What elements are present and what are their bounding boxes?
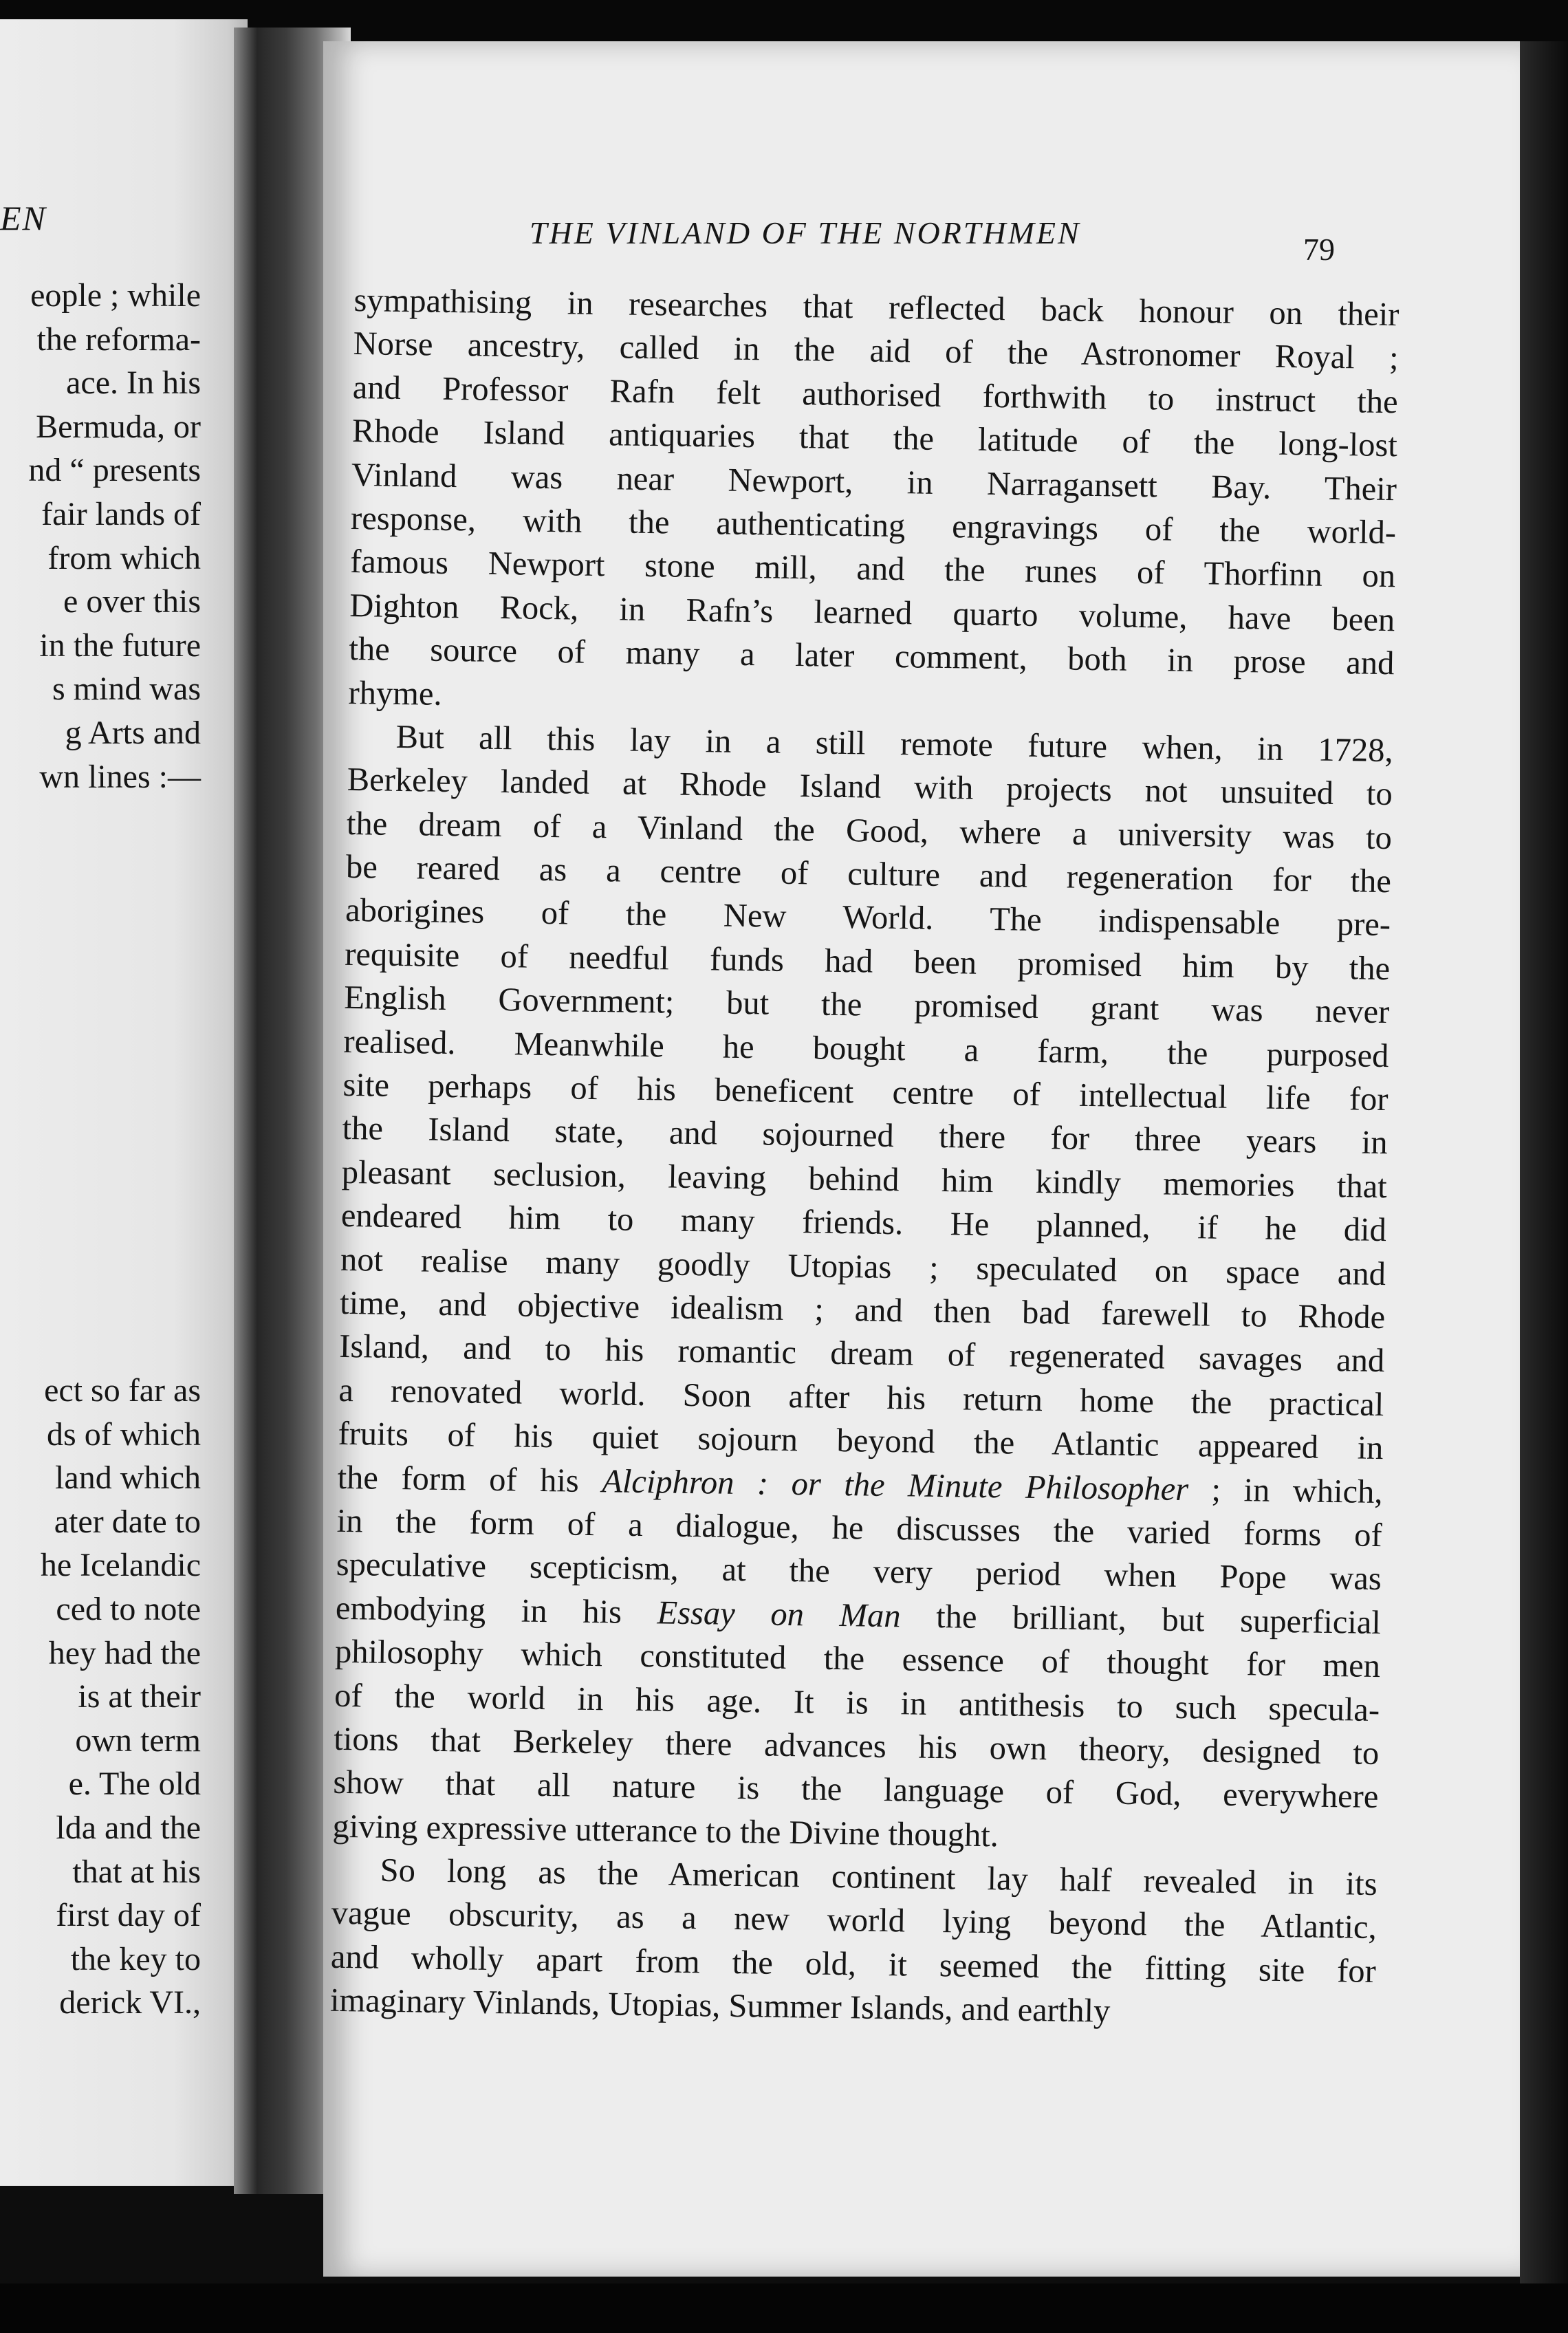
text-line: site perhaps of his beneficent centre of intellectual life for bbox=[342, 1066, 1389, 1118]
left-text-line: hey had the bbox=[48, 1634, 201, 1671]
right-page bbox=[323, 41, 1520, 2277]
text-line: and Professor Rafn felt authorised forthwith to instruct the bbox=[352, 369, 1399, 420]
left-text-line: eople ; while bbox=[30, 277, 201, 314]
left-text-line: nd “ presents bbox=[28, 452, 201, 489]
book-title-italic: Alciphron : or the Minute Philosopher bbox=[601, 1462, 1189, 1508]
text-line: not realise many goodly Utopias ; speculated on space and bbox=[340, 1241, 1386, 1292]
left-text-line: e. The old bbox=[68, 1766, 201, 1803]
text-line: Rhode Island antiquaries that the latitude of the long-lost bbox=[351, 413, 1398, 464]
text-line-tail: the brilliant, but superficial bbox=[900, 1598, 1382, 1641]
left-page-fragment bbox=[0, 19, 248, 2186]
text-line: famous Newport stone mill, and the runes of Thorfinn on bbox=[349, 543, 1396, 595]
text-line: Dighton Rock, in Rafn’s learned quarto volume, have been bbox=[349, 587, 1395, 638]
text-line: But all this lay in a still remote future when, in 1728, bbox=[395, 718, 1393, 770]
left-text-line: land which bbox=[55, 1460, 201, 1497]
text-line: of the world in his age. It is in antithesis to such specula- bbox=[334, 1677, 1380, 1728]
left-text-line: in the future bbox=[39, 627, 201, 664]
text-line: Island, and to his romantic dream of regenerated savages and bbox=[338, 1328, 1385, 1380]
text-line: fruits of his quiet sojourn beyond the Atlantic appeared in bbox=[338, 1415, 1384, 1467]
text-line-tail: ; in which, bbox=[1188, 1471, 1383, 1510]
text-line-lead: the form of his bbox=[337, 1459, 602, 1499]
text-line: philosophy which constituted the essence of thought for men bbox=[334, 1633, 1381, 1685]
text-line: Vinland was near Newport, in Narragansett Bay. Their bbox=[351, 456, 1397, 508]
page-edge-shadow bbox=[1520, 41, 1568, 2283]
text-line: So long as the American continent lay half revealed in its bbox=[380, 1852, 1378, 1903]
text-line: endeared him to many friends. He planned, if he did bbox=[340, 1197, 1387, 1249]
left-text-line: from which bbox=[47, 539, 201, 576]
left-text-line: ds of which bbox=[47, 1415, 201, 1453]
text-line: realised. Meanwhile he bought a farm, the purposed bbox=[343, 1023, 1389, 1074]
text-line: be reared as a centre of culture and regeneration for the bbox=[345, 848, 1392, 900]
left-text-line: g Arts and bbox=[65, 714, 201, 751]
left-text-line: ect so far as bbox=[44, 1372, 201, 1409]
left-text-line: ace. In his bbox=[66, 365, 201, 402]
page-number: 79 bbox=[1303, 232, 1335, 267]
text-line: aborigines of the New World. The indispensable pre- bbox=[345, 892, 1391, 944]
text-line: in the form of a dialogue, he discusses the varied forms of bbox=[336, 1502, 1382, 1554]
text-line: giving expressive utterance to the Divine thought. bbox=[332, 1808, 999, 1854]
left-text-line: the reforma- bbox=[36, 321, 201, 358]
left-text-line: e over this bbox=[63, 583, 201, 620]
text-line: the Island state, and sojourned there for three years in bbox=[342, 1110, 1388, 1162]
left-text-line: is at their bbox=[78, 1678, 201, 1715]
text-line: Norse ancestry, called in the aid of the Astronomer Royal ; bbox=[353, 325, 1399, 377]
text-line: imaginary Vinlands, Utopias, Summer Islands, and earthly bbox=[329, 1982, 1111, 2030]
left-text-line: s mind was bbox=[52, 671, 201, 708]
left-text-line: fair lands of bbox=[41, 495, 201, 532]
left-text-line: that at his bbox=[72, 1853, 201, 1890]
text-line: show that all nature is the language of God, everywhere bbox=[333, 1764, 1379, 1816]
text-line: vague obscurity, as a new world lying beyond the Atlantic, bbox=[331, 1895, 1378, 1946]
running-head: THE VINLAND OF THE NORTHMEN bbox=[530, 215, 1081, 250]
text-line: time, and objective idealism ; and then bad farewell to Rhode bbox=[339, 1284, 1386, 1336]
left-text-line: lda and the bbox=[56, 1809, 201, 1846]
text-line: a renovated world. Soon after his return home the practical bbox=[338, 1371, 1384, 1423]
text-line: sympathising in researches that reflected back honour on their bbox=[353, 281, 1400, 334]
left-upper-column bbox=[0, 274, 201, 799]
left-text-line: first day of bbox=[56, 1897, 201, 1934]
left-text-line: ater date to bbox=[54, 1503, 201, 1540]
left-lower-column bbox=[0, 1369, 201, 2025]
body-text bbox=[330, 279, 1400, 2037]
text-line: tions that Berkeley there advances his own theory, designed to bbox=[333, 1720, 1380, 1772]
text-line: Berkeley landed at Rhode Island with projects not unsuited to bbox=[347, 761, 1393, 813]
scan-bottom-border bbox=[0, 2283, 1568, 2333]
text-line-lead: embodying in his bbox=[335, 1589, 657, 1631]
text-line: English Government; but the promised grant was never bbox=[344, 979, 1390, 1031]
text-line: response, with the authenticating engravings of the world- bbox=[350, 499, 1397, 552]
left-text-line: the key to bbox=[70, 1940, 201, 1977]
text-line: speculative scepticism, at the very period when Pope was bbox=[336, 1546, 1382, 1598]
left-text-line: derick VI., bbox=[59, 1984, 201, 2021]
text-line: and wholly apart from the old, it seemed the fitting site for bbox=[330, 1938, 1377, 1990]
left-text-line: wn lines :— bbox=[39, 758, 201, 795]
text-line: rhyme. bbox=[348, 674, 442, 713]
book-title-italic: Essay on Man bbox=[657, 1594, 901, 1634]
left-running-head-fragment: EN bbox=[0, 199, 47, 237]
left-text-line: Bermuda, or bbox=[36, 408, 201, 445]
text-line: the source of many a later comment, both in prose and bbox=[349, 631, 1395, 682]
left-text-line: he Icelandic bbox=[40, 1547, 201, 1584]
text-line: the dream of a Vinland the Good, where a university was to bbox=[346, 805, 1393, 856]
left-text-line: ced to note bbox=[56, 1590, 201, 1627]
text-line: requisite of needful funds had been promised him by the bbox=[344, 935, 1391, 987]
left-text-line: own term bbox=[75, 1722, 201, 1759]
text-line: pleasant seclusion, leaving behind him kindly memories that bbox=[341, 1153, 1388, 1205]
